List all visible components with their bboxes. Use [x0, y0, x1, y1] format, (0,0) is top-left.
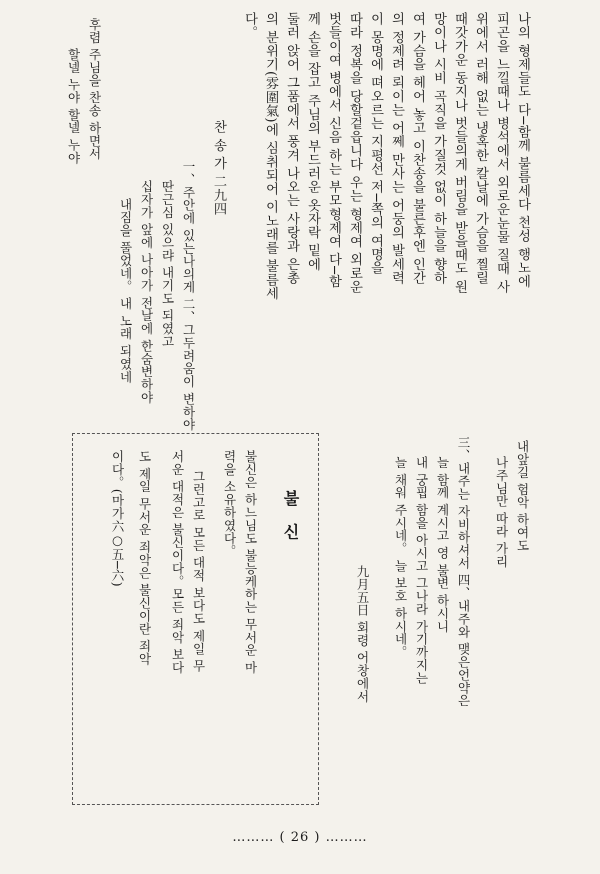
top-right-line: 나주님만 따라 가리 [494, 456, 509, 568]
box-line: 도 제일 무서운 죄악은 불신이란 죄악 [137, 450, 152, 666]
verse-line: 一、주안에 있는나의게 二、그두려움이 변하야 [181, 160, 196, 432]
essay-line: 의 분위기(雰圍氣)에 심취되어 이노래를 불름세 [263, 12, 278, 300]
essay-line: 때갓가운 동지나 벗들의게 버림을 받을때도 원 [452, 12, 467, 294]
verse-line: 三、내주는 자비하셔서 四、내주와 맺은언약은 [456, 436, 471, 708]
verse-line: 내짐을 풀었네。 내 노래 되였네 [118, 198, 133, 384]
box-line: 이다。(마가六○五─六) [110, 450, 125, 588]
verse-line: 딴근심 있으랴 내기도 되였고 [160, 180, 175, 348]
verse-line: 늘 채워 주시네。 늘 보호 하시네。 [393, 456, 408, 659]
essay-line: 벗들이여 병에서 신음 하는 부모형제여 다─함 [326, 12, 341, 289]
chorus-line: 할넬 누야 할넬 누야 [66, 48, 81, 165]
essay-line: 따라 정복을 당할겉읍니다 우는 형제여 외로운 [347, 12, 362, 294]
box-line: 서운 대적은 불신이다。모든 죄악 보다 [170, 450, 185, 674]
verse-line: 내 궁핍 함을 아시고 그나라 가기까지는 [414, 456, 429, 685]
essay-line: 이 몽명에 뗘오르는 지평선 저─쪽의 여명을 [368, 12, 383, 275]
essay-line: 나의 형제들도 다─함께 불름세다 천성 행노에 [515, 12, 530, 289]
box-line: 력을 소유하였다。 [222, 450, 237, 558]
hymn-title: 찬 송 가 二九四 [211, 120, 226, 216]
essay-line: 의 정제려 뢰이는 어쩨 만사는 어둥의 발세력 [389, 12, 404, 285]
box-title: 불 신 [281, 490, 300, 546]
verse-line: 늘 함께 계시고 영 불변 하시니 [435, 456, 450, 633]
page-number: ……… ( 26 ) ……… [232, 830, 368, 845]
essay-line: 다。 [242, 12, 257, 40]
essay-line: 여 가슴을 헤어 놓고 이찬송을 불른후엔 인간 [410, 12, 425, 285]
chorus-line: 후렴 주님을 찬송 하면서 [87, 18, 102, 161]
verse-line: 십자가 앞에 나아가 전날에 한숨변하야 [139, 180, 154, 404]
box-line: 그런고로 모든 대적 보다도 제일 무 [191, 470, 206, 673]
box-line: 불신은 하느님도 불능케하는 무서운 마 [243, 450, 258, 674]
date-line: 九月五日 회령 어창에서 [355, 565, 370, 703]
essay-line: 망이나 시비 곡직을 가질것 없이 하늘을 향하 [431, 12, 446, 285]
essay-line: 피곤을 느낄때나 병석에서 외로운눈물 질때 사 [494, 12, 509, 294]
essay-line: 둘러 앉어 그품에서 풍겨 나오는 사랑과 은총 [284, 12, 299, 285]
essay-line: 께 손을 잡고 주님의 부드러운 옷자락 밑에 [305, 12, 320, 271]
essay-line: 위에서 러해 없는 냉혹한 칼날에 가슴을 찔릴 [473, 12, 488, 285]
top-right-line: 내앞길 험악 하여도 [515, 440, 530, 552]
